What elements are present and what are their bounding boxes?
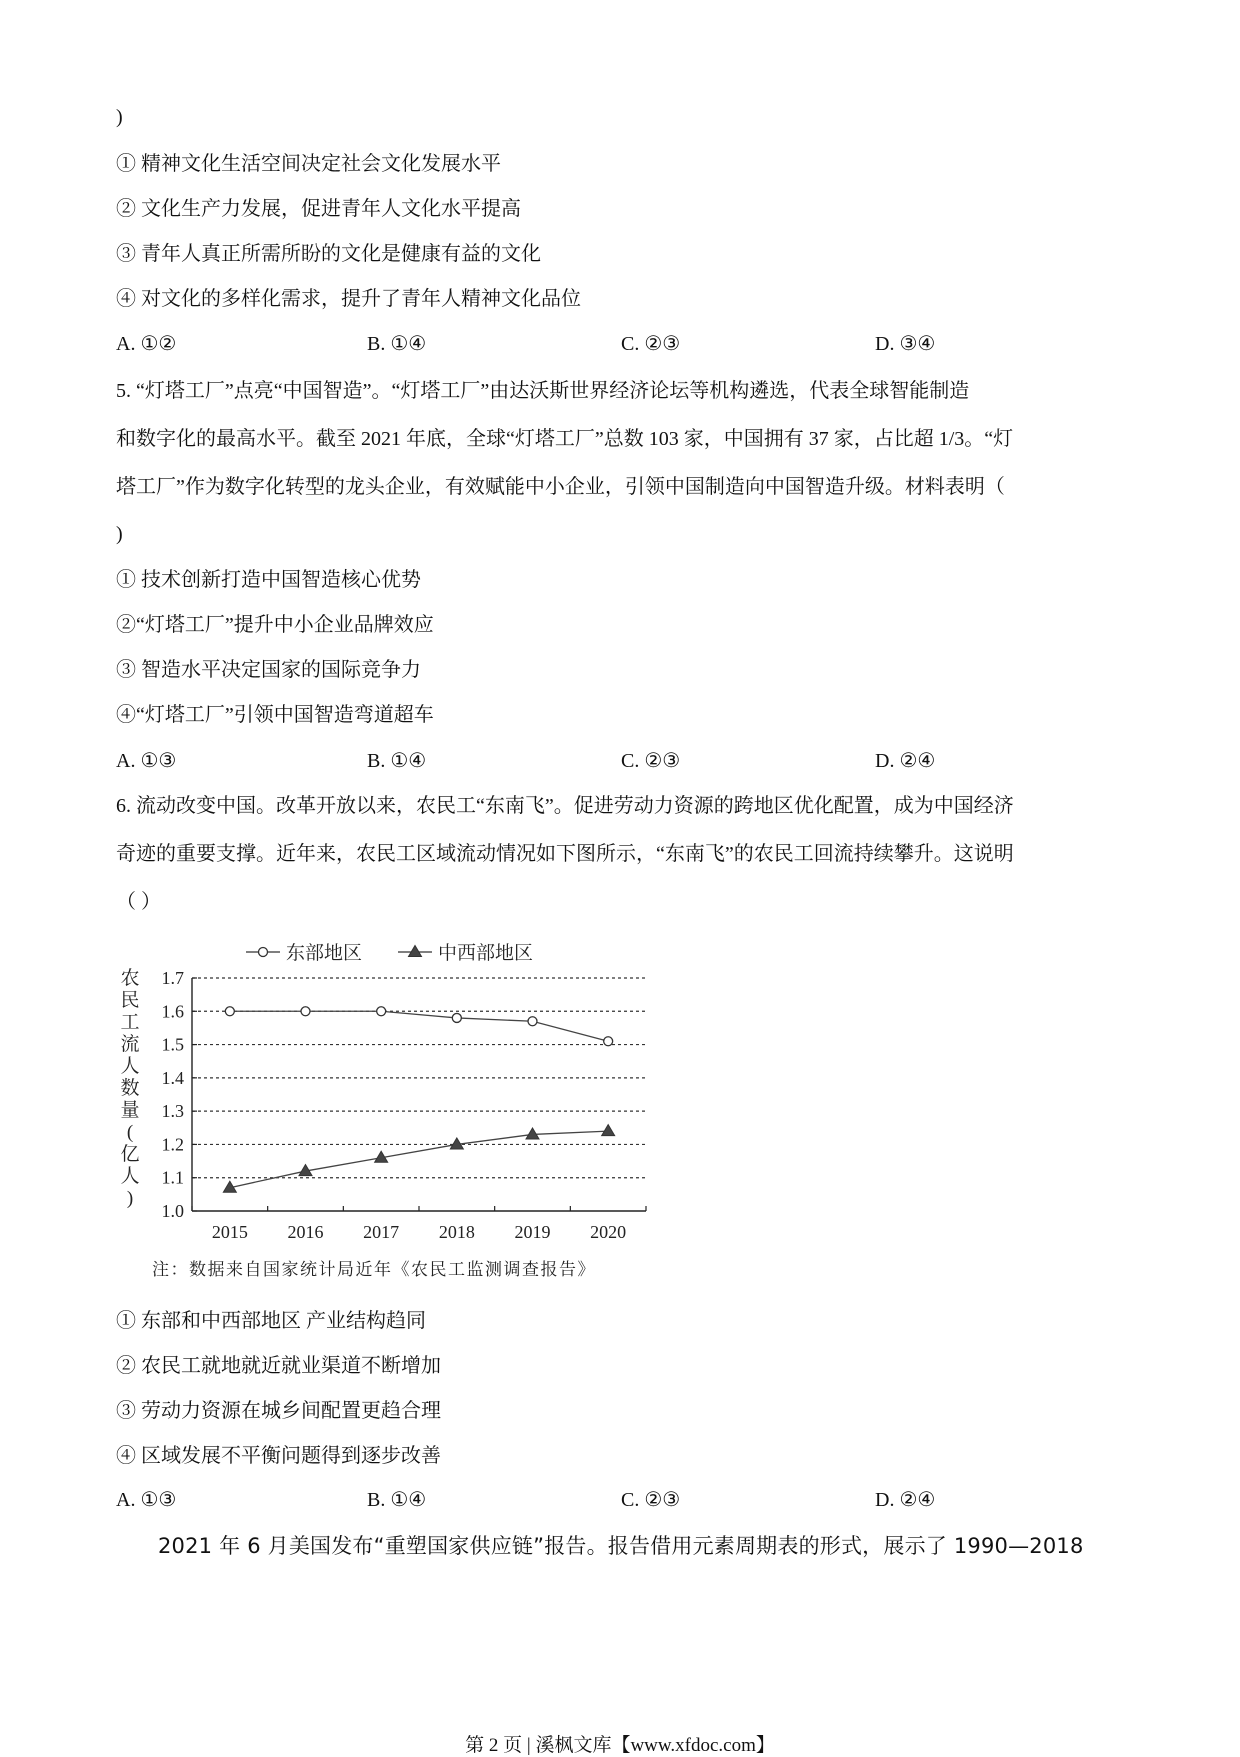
- x-tick-label: 2016: [287, 1222, 324, 1242]
- y-tick-label: 1.4: [161, 1067, 184, 1088]
- data-point-triangle: [526, 1128, 539, 1139]
- q5-option-a[interactable]: A. ①③: [116, 750, 177, 772]
- q4-option-b[interactable]: B. ①④: [367, 333, 427, 355]
- q6-option-a[interactable]: A. ①③: [116, 1489, 177, 1511]
- q4-item-1: ① 精神文化生活空间决定社会文化发展水平: [116, 153, 501, 175]
- x-tick-label: 2015: [211, 1222, 248, 1242]
- y-axis-label-char: 农: [120, 968, 140, 989]
- chart-grid: [192, 978, 646, 1178]
- q5-item-4: ④“灯塔工厂”引领中国智造弯道超车: [116, 704, 434, 726]
- y-tick-label: 1.7: [161, 968, 184, 988]
- y-axis-label-char: 流: [120, 1034, 140, 1055]
- q6-stem-line-1: 6. 流动改变中国。改革开放以来，农民工“东南飞”。促进劳动力资源的跨地区优化配置，成为中国经济: [116, 795, 1014, 817]
- q6-option-b[interactable]: B. ①④: [367, 1489, 427, 1511]
- y-tick-labels: [162, 968, 185, 1221]
- q4-item-2: ② 文化生产力发展，促进青年人文化水平提高: [116, 198, 521, 220]
- q6-item-4: ④ 区域发展不平衡问题得到逐步改善: [116, 1445, 441, 1467]
- y-axis-label-char: 民: [120, 990, 140, 1011]
- q6-option-c[interactable]: C. ②③: [621, 1489, 681, 1511]
- legend-label: 东部地区: [286, 943, 363, 964]
- x-tick-label: 2019: [514, 1222, 551, 1242]
- series-east: [225, 1007, 612, 1046]
- q5-item-1: ① 技术创新打造中国智造核心优势: [116, 569, 421, 591]
- data-point-circle: [452, 1013, 461, 1022]
- x-tick-label: 2020: [590, 1222, 627, 1242]
- q6-option-d[interactable]: D. ②④: [875, 1489, 936, 1511]
- q4-options: [116, 330, 1116, 358]
- q5-option-c[interactable]: C. ②③: [621, 750, 681, 772]
- data-point-circle: [377, 1007, 386, 1016]
- next-question-intro: 2021 年 6 月美国发布“重塑国家供应链”报告。报告借用元素周期表的形式，展示了 1990—2018: [158, 1534, 1084, 1558]
- data-point-circle: [225, 1007, 234, 1016]
- x-tick-label: 2018: [438, 1222, 475, 1242]
- y-axis-label-char: 数: [120, 1078, 140, 1099]
- q5-option-d[interactable]: D. ②④: [875, 750, 936, 772]
- x-tick-label: 2017: [363, 1222, 400, 1242]
- y-tick-label: 1.6: [161, 1001, 184, 1022]
- series-line: [230, 1131, 608, 1188]
- data-point-circle: [259, 948, 268, 957]
- y-axis-label-char: ): [126, 1188, 134, 1209]
- q5-stem-line-4: ): [116, 523, 123, 545]
- q5-stem-line-1: 5. “灯塔工厂”点亮“中国智造”。“灯塔工厂”由达沃斯世界经济论坛等机构遴选，代表全球智能制造: [116, 380, 970, 402]
- q5-option-b[interactable]: B. ①④: [367, 750, 427, 772]
- y-axis-label-char: (: [126, 1122, 134, 1143]
- q5-stem-line-3: 塔工厂”作为数字化转型的龙头企业，有效赋能中小企业，引领中国制造向中国智造升级。材料表明（: [116, 476, 1005, 498]
- data-point-triangle: [409, 946, 422, 957]
- q4-option-d[interactable]: D. ③④: [875, 333, 936, 355]
- q4-bracket: ): [116, 106, 123, 128]
- y-tick-label: 1.3: [161, 1101, 184, 1122]
- q6-stem-line-3: （ ）: [116, 891, 161, 913]
- y-axis-label-char: 工: [120, 1012, 140, 1033]
- y-axis-label-char: 量: [120, 1100, 140, 1121]
- chart-legend: [246, 942, 533, 964]
- q4-option-c[interactable]: C. ②③: [621, 333, 681, 355]
- q6-stem-line-2: 奇迹的重要支撑。近年来，农民工区域流动情况如下图所示，“东南飞”的农民工回流持续攀升。这说明: [116, 843, 1014, 865]
- y-tick-label: 1.2: [161, 1134, 184, 1155]
- data-point-circle: [528, 1017, 537, 1026]
- q4-option-a[interactable]: A. ①②: [116, 333, 177, 355]
- q4-item-4: ④ 对文化的多样化需求，提升了青年人精神文化品位: [116, 288, 581, 310]
- data-point-circle: [604, 1037, 613, 1046]
- q6-item-3: ③ 劳动力资源在城乡间配置更趋合理: [116, 1400, 441, 1422]
- y-axis-label-char: 人: [120, 1056, 140, 1077]
- q6-item-2: ② 农民工就地就近就业渠道不断增加: [116, 1355, 441, 1377]
- y-axis-label-char: 人: [120, 1166, 140, 1187]
- y-tick-label: 1.1: [161, 1167, 184, 1188]
- chart-axes: [192, 978, 646, 1211]
- data-point-triangle: [602, 1125, 615, 1136]
- q5-item-3: ③ 智造水平决定国家的国际竞争力: [116, 659, 421, 681]
- chart-note: 注：数据来自国家统计局近年《农民工监测调查报告》: [152, 1260, 596, 1279]
- y-tick-label: 1.0: [161, 1201, 184, 1221]
- y-axis-label: [120, 967, 139, 1209]
- q4-item-3: ③ 青年人真正所需所盼的文化是健康有益的文化: [116, 243, 541, 265]
- series-line: [230, 1011, 608, 1041]
- page-footer: 第 2 页 | 溪枫文库【www.xfdoc.com】: [465, 1735, 775, 1756]
- q5-stem-line-2: 和数字化的最高水平。截至 2021 年底，全球“灯塔工厂”总数 103 家，中国拥有 37 家，占比超 1/3。“灯: [116, 428, 1014, 450]
- series-central-west: [223, 1125, 614, 1193]
- q6-options: [116, 1486, 1116, 1514]
- y-axis-label-char: 亿: [120, 1144, 140, 1165]
- q5-item-2: ②“灯塔工厂”提升中小企业品牌效应: [116, 614, 434, 636]
- chart-series: [223, 1007, 614, 1192]
- x-tick-labels: [212, 1222, 626, 1242]
- y-tick-label: 1.5: [161, 1034, 184, 1055]
- q6-item-1: ① 东部和中西部地区 产业结构趋同: [116, 1310, 426, 1332]
- migrant-worker-flow-chart: [116, 935, 716, 1285]
- legend-label: 中西部地区: [438, 943, 534, 964]
- q5-options: [116, 747, 1116, 775]
- data-point-circle: [301, 1007, 310, 1016]
